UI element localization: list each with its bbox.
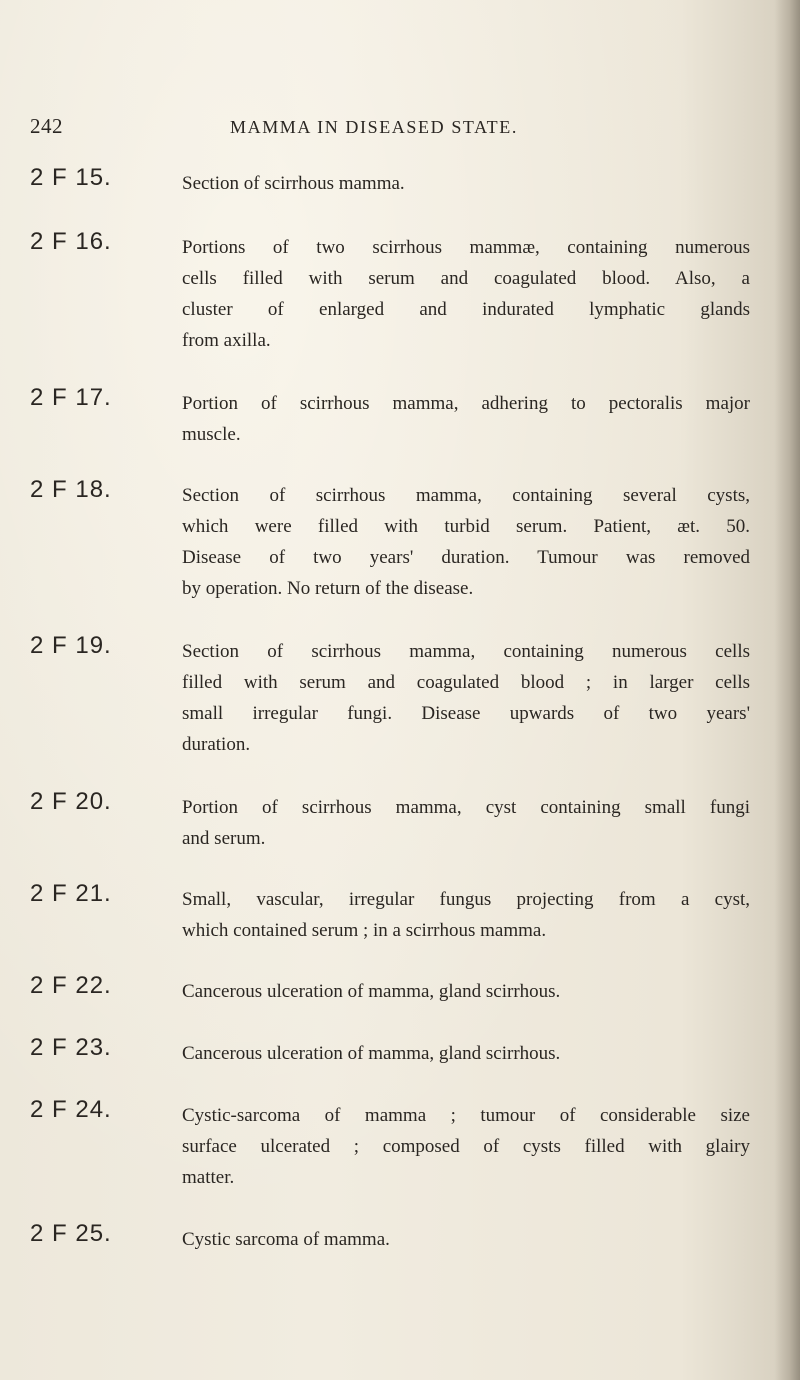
entry-line: Section of scirrhous mamma. (182, 173, 405, 194)
entry-line: muscle. (182, 424, 241, 445)
entry-line: Cancerous ulceration of mamma, gland scirrhous. (182, 981, 561, 1002)
entry-line: Portion of scirrhous mamma, adhering to pectoralis major (182, 393, 750, 414)
entry-line: Small, vascular, irregular fungus projecting from a cyst, (182, 889, 750, 910)
entry-number: 2 F 23. (30, 1034, 112, 1061)
entry-number: 2 F 19. (30, 632, 112, 659)
entry-line: Section of scirrhous mamma, containing numerous cells (182, 641, 750, 662)
entry-description (182, 1100, 750, 1193)
entry-line: and serum. (182, 828, 266, 849)
entry-line: Portion of scirrhous mamma, cyst containing small fungi (182, 797, 750, 818)
entry-line: Section of scirrhous mamma, containing several cysts, (182, 485, 750, 506)
entry-description (182, 636, 750, 760)
entry-line: filled with serum and coagulated blood ; in larger cells (182, 672, 750, 693)
entry-number: 2 F 15. (30, 164, 112, 191)
entry-description (182, 232, 750, 356)
page-number: 242 (30, 114, 63, 138)
entry-line: cluster of enlarged and indurated lymphatic glands (182, 299, 750, 320)
entry-description (182, 1038, 750, 1069)
entry-number: 2 F 25. (30, 1220, 112, 1247)
entry-number: 2 F 20. (30, 788, 112, 815)
page-header (30, 114, 730, 144)
entry-description (182, 884, 750, 946)
entry-number: 2 F 18. (30, 476, 112, 503)
entry-line: Disease of two years' duration. Tumour was removed (182, 547, 750, 568)
entry-description (182, 792, 750, 854)
entry-line: Cystic sarcoma of mamma. (182, 1229, 390, 1250)
entry-description (182, 168, 750, 199)
entry-line: Cancerous ulceration of mamma, gland scirrhous. (182, 1043, 561, 1064)
entry-line: Cystic-sarcoma of mamma ; tumour of considerable size (182, 1105, 750, 1126)
entry-number: 2 F 16. (30, 228, 112, 255)
running-head: MAMMA IN DISEASED STATE. (230, 117, 518, 137)
entry-line: Portions of two scirrhous mammæ, containing numerous (182, 237, 750, 258)
entry-number: 2 F 21. (30, 880, 112, 907)
entry-line: which were filled with turbid serum. Patient, æt. 50. (182, 516, 750, 537)
entry-line: small irregular fungi. Disease upwards of two years' (182, 703, 750, 724)
entry-line: duration. (182, 734, 251, 755)
entry-line: cells filled with serum and coagulated blood. Also, a (182, 268, 750, 289)
entry-line: from axilla. (182, 330, 271, 351)
entry-number: 2 F 17. (30, 384, 112, 411)
entry-line: surface ulcerated ; composed of cysts filled with glairy (182, 1136, 750, 1157)
entry-line: by operation. No return of the disease. (182, 578, 474, 599)
entry-description (182, 1224, 750, 1255)
entry-description (182, 388, 750, 450)
page-edge-shadow (774, 0, 800, 1380)
entry-description (182, 480, 750, 604)
entry-line: matter. (182, 1167, 235, 1188)
entry-line: which contained serum ; in a scirrhous mamma. (182, 920, 547, 941)
entry-description (182, 976, 750, 1007)
entry-number: 2 F 22. (30, 972, 112, 999)
entry-number: 2 F 24. (30, 1096, 112, 1123)
